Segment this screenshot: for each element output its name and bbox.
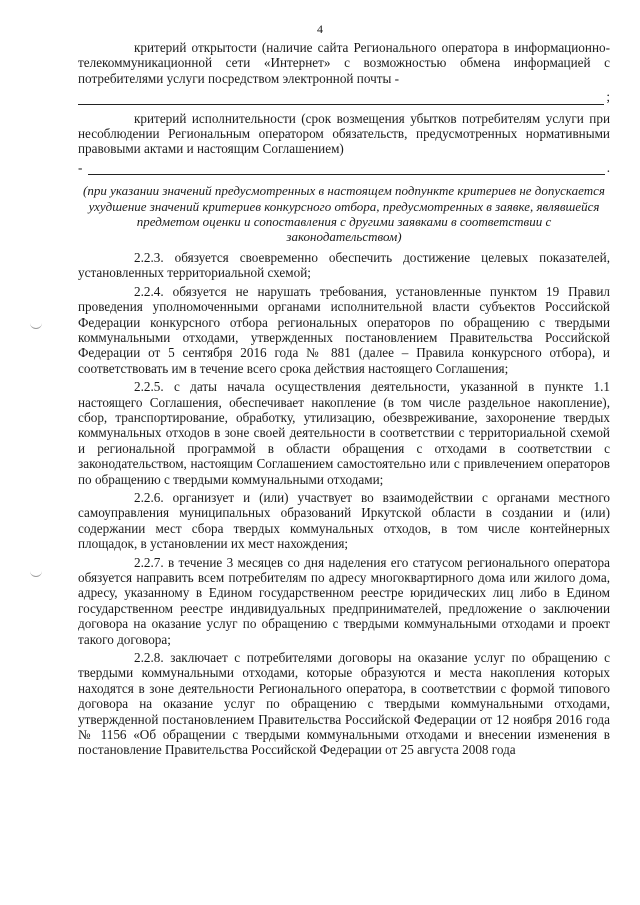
clause-2-2-3: 2.2.3. обязуется своевременно обеспечить достижение целевых показателей, установленных территориальной схемой; <box>78 249 610 281</box>
clause-2-2-8: 2.2.8. заключает с потребителями договоры на оказание услуг по обращению с твердыми коммунальными отходами, которые образуются и места накопления которых находятся в зоне деятельности Регионального оператора, в соответствии с формой типового договора на оказание услуг по обращению с твердыми коммунальными отходами, утвержденной постановлением Правительства Российской Федерации от 12 ноября 2016 года № 1156 «Об обращении с твердыми коммунальными отходами и внесении изменения в постановление Правительства Российской Федерации от 25 августа 2008 года <box>78 650 610 758</box>
blank-line <box>88 162 604 175</box>
clause-2-2-5: 2.2.5. с даты начала осуществления деятельности, указанной в пункте 1.1 настоящего Соглашения, обеспечивает накопление (в том числе раздельное накопление), сбор, транспортирование, обработку, утилизацию, обезвреживание, захоронение твердых коммунальных отходов в зоне своей деятельности в соответствии с территориальной схемой и региональной программой в области обращения с отходами в соответствии с законодательством, настоящим Соглашением самостоятельно или с привлечением операторов по обращению с твердыми коммунальными отходами; <box>78 379 610 487</box>
blank-prefix: - <box>78 159 83 175</box>
margin-mark <box>30 570 42 577</box>
paragraph: критерий открытости (наличие сайта Регионального оператора в информационно-телекоммуникационной сети «Интернет» с возможностью обмена информацией с потребителями услуги посредством электронной почты - <box>78 40 610 86</box>
clause-2-2-7: 2.2.7. в течение 3 месяцев со дня наделения его статусом регионального оператора обязуется направить всем потребителям по адресу многоквартирного дома или жилого дома, адресу, указанному в Едином государственном реестре юридических лиц либо в Едином государственном реестре индивидуальных предпринимателей, предложение о заключении договора на оказание услуг по обращению с твердыми коммунальными отходами и проект такого договора; <box>78 554 610 647</box>
blank-line <box>78 92 604 105</box>
page-number: 4 <box>317 22 323 36</box>
paragraph: критерий исполнительности (срок возмещения убытков потребителям услуги при несоблюдении Региональным оператором обязательств, предусмотренных нормативными правовыми актами и настоящим Соглашением) <box>78 110 610 157</box>
blank-suffix: . <box>606 159 610 175</box>
clause-2-2-6: 2.2.6. организует и (или) участвует во взаимодействии с органами местного самоуправления муниципальных образований Иркутской области в создании и (или) содержании мест сбора твердых коммунальных отходов, в том числе контейнерных площадок, в установлении их мест нахождения; <box>78 489 610 552</box>
fill-in-blank <box>78 160 610 175</box>
italic-note: (при указании значений предусмотренных в настоящем подпункте критериев не допускается ухудшение значений критериев конкурсного отбора, предусмотренных в заявке, являвшейся предметом оценки и сопоставления с другими заявками в соответствии с законодательством) <box>83 183 605 245</box>
document-body <box>78 40 610 761</box>
clause-2-2-4: 2.2.4. обязуется не нарушать требования, установленные пунктом 19 Правил проведения уполномоченными органами исполнительной власти субъектов Российской Федерации конкурсного отбора региональных операторов по обращению с твердыми коммунальными отходами, утвержденных постановлением Правительства Российской Федерации от 5 сентября 2016 года № 881 (далее – Правила конкурсного отбора), и соответствовать им в течение всего срока действия настоящего Соглашения; <box>78 283 610 376</box>
blank-suffix: ; <box>606 89 610 105</box>
margin-mark <box>30 322 42 329</box>
fill-in-blank <box>78 89 610 104</box>
